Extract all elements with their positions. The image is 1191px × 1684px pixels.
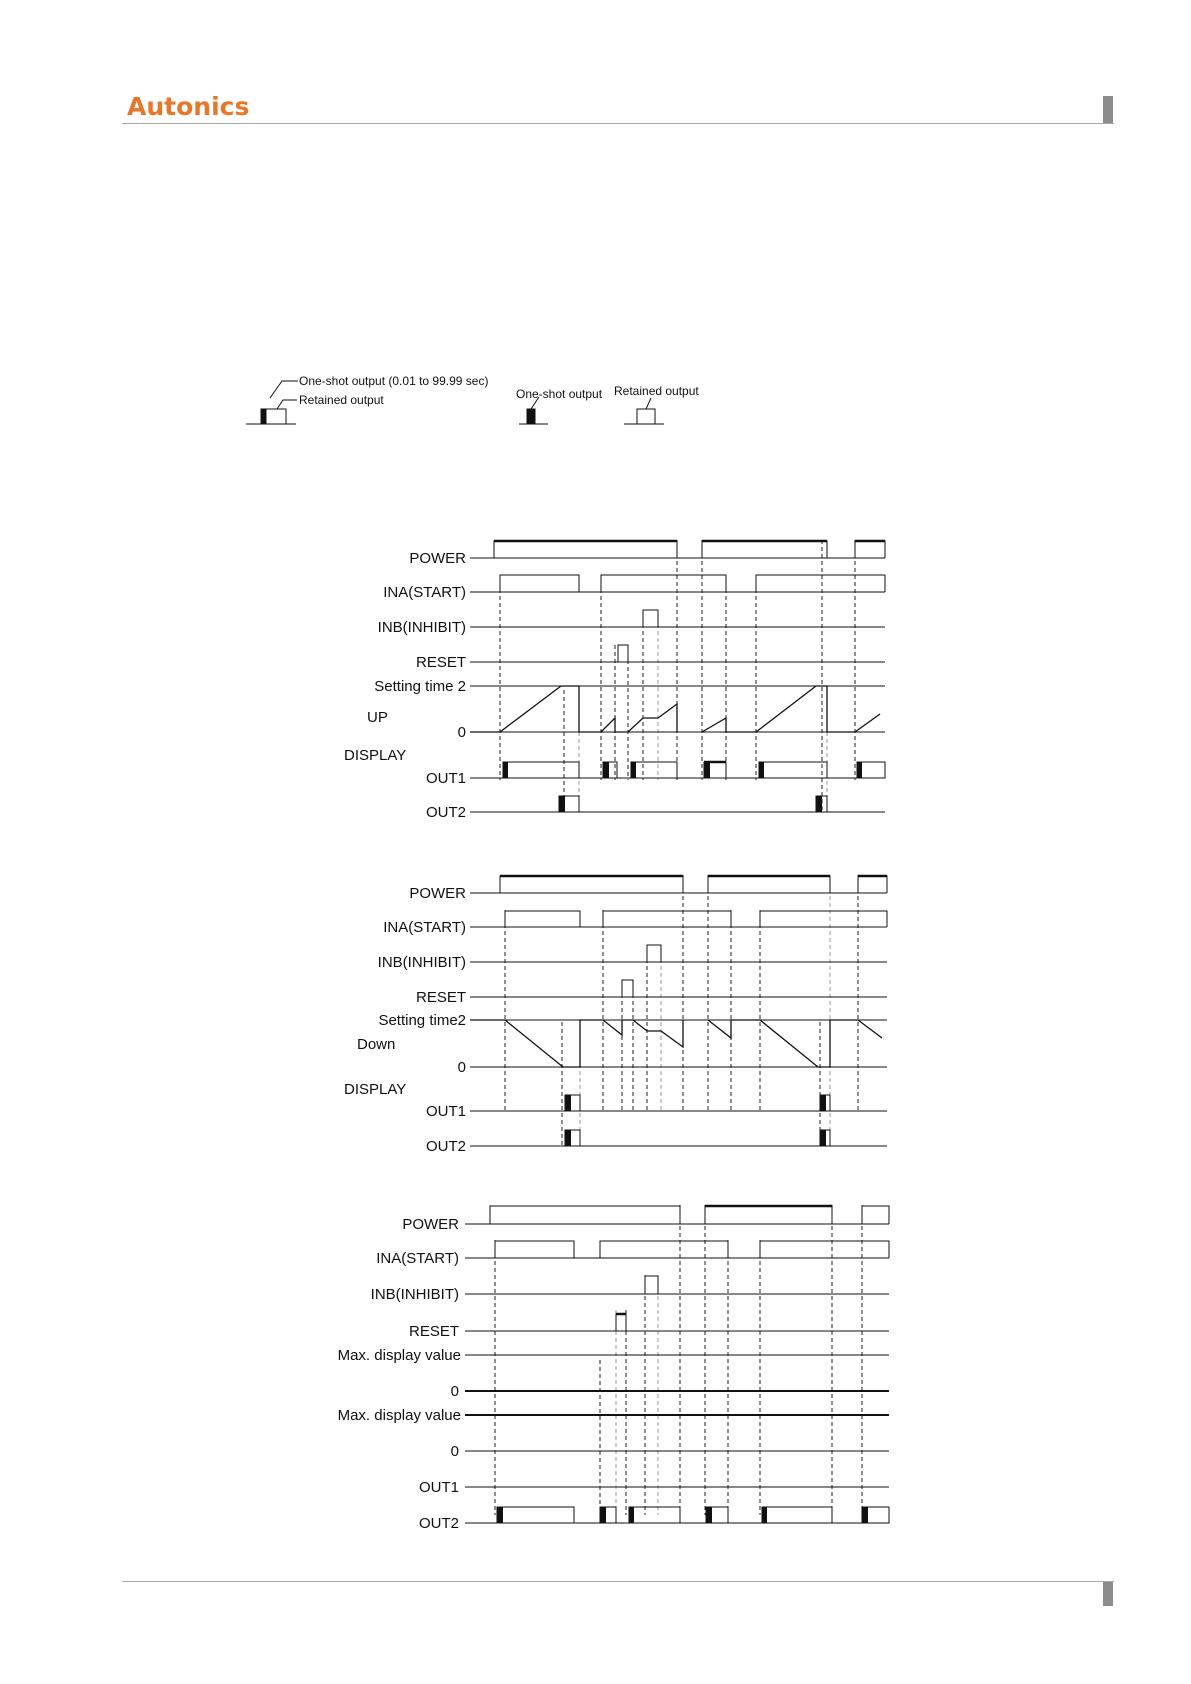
diagram2-zero-label: 0 bbox=[457, 1059, 466, 1076]
legend-retained-mark bbox=[266, 409, 286, 424]
diagram-down bbox=[344, 875, 887, 1155]
diagram1-ina-label: INA(START) bbox=[383, 584, 466, 601]
diagram1-mode-label: UP bbox=[367, 709, 388, 726]
diagram3-out2-label: OUT2 bbox=[418, 1515, 459, 1532]
legend-combined-oneshot-label: One-shot output (0.01 to 99.99 sec) bbox=[299, 374, 489, 388]
diagram3-inb-label: INB(INHIBIT) bbox=[370, 1286, 459, 1303]
legend-combined-retained-label: Retained output bbox=[299, 393, 384, 407]
diagram3-max2-label: Max. display value bbox=[337, 1407, 461, 1424]
diagram1-out2-label: OUT2 bbox=[425, 804, 466, 821]
legend-retained-label: Retained output bbox=[614, 384, 699, 398]
diagram2-out1-label: OUT1 bbox=[425, 1103, 466, 1120]
diagram-max bbox=[338, 1205, 889, 1532]
diagram2-mode-label: Down bbox=[357, 1036, 396, 1053]
diagram2-ina-label: INA(START) bbox=[383, 919, 466, 936]
diagram1-display-label: DISPLAY bbox=[344, 747, 407, 764]
diagram1-out1-pulse bbox=[503, 762, 579, 778]
diagram1-zero-label: 0 bbox=[457, 724, 466, 741]
diagram2-setting-label: Setting time2 bbox=[378, 1012, 466, 1029]
diagram1-setting-label: Setting time 2 bbox=[374, 678, 466, 695]
diagram2-out2-label: OUT2 bbox=[425, 1138, 466, 1155]
diagram1-ina-pulse bbox=[500, 575, 579, 592]
diagram1-reset-pulse bbox=[618, 645, 628, 662]
legend-pointer-oneshot bbox=[270, 381, 298, 398]
diagram2-power-label: POWER bbox=[409, 885, 466, 902]
legend-pointer-retained bbox=[277, 400, 297, 409]
diagram1-inb-label: INB(INHIBIT) bbox=[377, 619, 466, 636]
diagram3-power-label: POWER bbox=[402, 1216, 459, 1233]
diagram2-display-label: DISPLAY bbox=[344, 1081, 407, 1098]
diagram3-ina-label: INA(START) bbox=[376, 1250, 459, 1267]
diagram-up bbox=[344, 540, 885, 821]
diagram3-reset-label: RESET bbox=[408, 1323, 459, 1340]
diagram3-zero2-label: 0 bbox=[450, 1443, 459, 1460]
diagram2-inb-label: INB(INHIBIT) bbox=[377, 954, 466, 971]
diagram3-max1-label: Max. display value bbox=[337, 1347, 461, 1364]
legend-oneshot-mark bbox=[261, 409, 266, 424]
legend-oneshot-label: One-shot output bbox=[516, 387, 603, 401]
diagram1-power-pulse bbox=[494, 541, 677, 558]
diagram1-inb-pulse bbox=[643, 610, 658, 627]
diagram2-reset-label: RESET bbox=[415, 989, 466, 1006]
brand-logo: Autonics bbox=[127, 92, 250, 121]
diagram1-out1-label: OUT1 bbox=[425, 770, 466, 787]
diagram3-zero1-label: 0 bbox=[450, 1383, 459, 1400]
diagram3-out1-label: OUT1 bbox=[418, 1479, 459, 1496]
diagram1-power-label: POWER bbox=[409, 550, 466, 567]
diagram1-display-curve bbox=[470, 686, 677, 732]
diagram1-reset-label: RESET bbox=[415, 654, 466, 671]
